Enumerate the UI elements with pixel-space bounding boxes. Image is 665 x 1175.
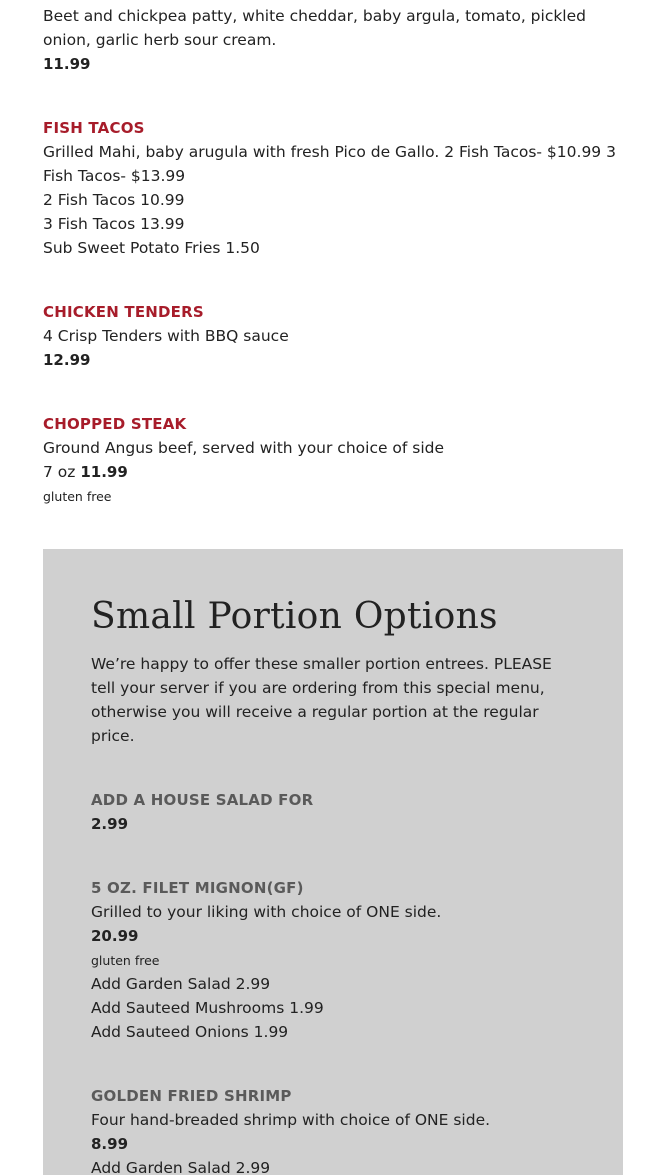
- fish-tacos-option: 3 Fish Tacos 13.99: [43, 215, 185, 233]
- filet-mignon-description: Grilled to your liking with choice of ONE side.: [91, 903, 442, 921]
- house-salad-price: 2.99: [91, 815, 129, 833]
- small-portion-title: Small Portion Options: [91, 596, 498, 637]
- chopped-steak-size: 7 oz: [43, 463, 76, 481]
- fish-tacos-description-line1: Grilled Mahi, baby arugula with fresh Pico de Gallo. 2 Fish Tacos- $10.99 3: [43, 143, 616, 161]
- veggie-item-description-line1: Beet and chickpea patty, white cheddar, baby argula, tomato, pickled: [43, 7, 586, 25]
- veggie-item-price: 11.99: [43, 55, 91, 73]
- fish-tacos-option: 2 Fish Tacos 10.99: [43, 191, 185, 209]
- filet-mignon-gluten-free-note: gluten free: [91, 953, 160, 968]
- filet-mignon-addon: Add Sauteed Onions 1.99: [91, 1023, 289, 1041]
- filet-mignon-addon: Add Sauteed Mushrooms 1.99: [91, 999, 324, 1017]
- veggie-item-description-line2: onion, garlic herb sour cream.: [43, 31, 277, 49]
- chopped-steak-gluten-free-note: gluten free: [43, 489, 112, 504]
- fried-shrimp-addon: Add Garden Salad 2.99: [91, 1159, 271, 1175]
- fried-shrimp-description: Four hand-breaded shrimp with choice of ONE side.: [91, 1111, 491, 1129]
- fish-tacos-description-line2: Fish Tacos- $13.99: [43, 167, 186, 185]
- fried-shrimp-price: 8.99: [91, 1135, 129, 1153]
- fish-tacos-option: Sub Sweet Potato Fries 1.50: [43, 239, 260, 257]
- chopped-steak-title: CHOPPED STEAK: [43, 415, 187, 433]
- fish-tacos-title: FISH TACOS: [43, 119, 145, 137]
- small-portion-intro: We’re happy to offer these smaller portion entrees. PLEASE tell your server if you are ordering from this special menu, otherwise you will receive a regular portion at the regular price.: [91, 655, 552, 745]
- chicken-tenders-price: 12.99: [43, 351, 91, 369]
- chopped-steak-price-row: [43, 460, 128, 484]
- chopped-steak-description: Ground Angus beef, served with your choice of side: [43, 439, 445, 457]
- chicken-tenders-title: CHICKEN TENDERS: [43, 303, 204, 321]
- filet-mignon-title: 5 OZ. FILET MIGNON(GF): [91, 879, 304, 897]
- house-salad-title: ADD A HOUSE SALAD FOR: [91, 791, 314, 809]
- filet-mignon-price: 20.99: [91, 927, 139, 945]
- filet-mignon-addon: Add Garden Salad 2.99: [91, 975, 271, 993]
- chicken-tenders-description: 4 Crisp Tenders with BBQ sauce: [43, 327, 289, 345]
- chopped-steak-price: 11.99: [80, 463, 128, 481]
- fried-shrimp-title: GOLDEN FRIED SHRIMP: [91, 1087, 292, 1105]
- small-portion-panel: [43, 549, 623, 1175]
